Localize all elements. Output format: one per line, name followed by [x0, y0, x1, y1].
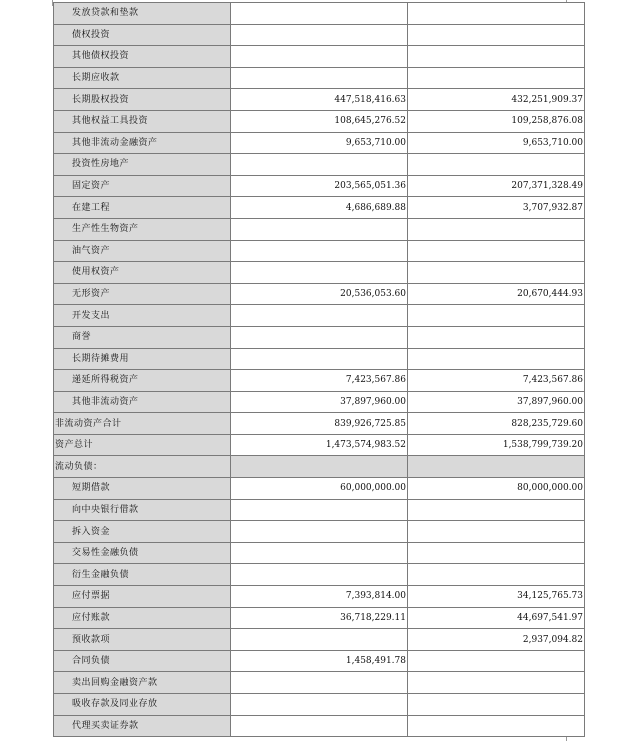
prior-period-value	[408, 499, 585, 521]
row-label: 开发支出	[54, 305, 231, 327]
table-row	[54, 391, 585, 413]
table-row	[54, 629, 585, 651]
current-period-value	[231, 348, 408, 370]
table-row	[54, 586, 585, 608]
prior-period-value: 109,258,876.08	[408, 110, 585, 132]
current-period-value	[231, 240, 408, 262]
prior-period-value: 34,125,765.73	[408, 586, 585, 608]
row-label: 合同负债	[54, 650, 231, 672]
row-label: 吸收存款及同业存放	[54, 694, 231, 716]
prior-period-value	[408, 67, 585, 89]
current-period-value: 60,000,000.00	[231, 478, 408, 500]
current-period-value: 1,473,574,983.52	[231, 434, 408, 456]
current-period-value	[231, 456, 408, 478]
prior-period-value: 432,251,909.37	[408, 89, 585, 111]
current-period-value	[231, 46, 408, 68]
row-label: 短期借款	[54, 478, 231, 500]
prior-period-value: 9,653,710.00	[408, 132, 585, 154]
row-label: 资产总计	[54, 434, 231, 456]
prior-period-value: 80,000,000.00	[408, 478, 585, 500]
prior-period-value	[408, 154, 585, 176]
table-row	[54, 283, 585, 305]
prior-period-value: 828,235,729.60	[408, 413, 585, 435]
table-row	[54, 650, 585, 672]
prior-period-value: 1,538,799,739.20	[408, 434, 585, 456]
table-row	[54, 154, 585, 176]
table-row	[54, 218, 585, 240]
current-period-value: 108,645,276.52	[231, 110, 408, 132]
table-row	[54, 478, 585, 500]
row-label: 其他非流动金融资产	[54, 132, 231, 154]
table-row	[54, 413, 585, 435]
row-label: 应付票据	[54, 586, 231, 608]
row-label: 投资性房地产	[54, 154, 231, 176]
table-row	[54, 694, 585, 716]
table-row	[54, 67, 585, 89]
row-label: 应付账款	[54, 607, 231, 629]
current-period-value	[231, 564, 408, 586]
prior-period-value	[408, 564, 585, 586]
table-row	[54, 46, 585, 68]
prior-period-value	[408, 694, 585, 716]
row-label: 交易性金融负债	[54, 542, 231, 564]
row-label: 代理买卖证券款	[54, 715, 231, 737]
prior-period-value: 44,697,541.97	[408, 607, 585, 629]
row-label: 使用权资产	[54, 262, 231, 284]
prior-period-value	[408, 262, 585, 284]
current-period-value: 9,653,710.00	[231, 132, 408, 154]
table-row	[54, 370, 585, 392]
table-row	[54, 348, 585, 370]
current-period-value	[231, 715, 408, 737]
current-period-value: 1,458,491.78	[231, 650, 408, 672]
row-label: 长期股权投资	[54, 89, 231, 111]
table-row	[54, 3, 585, 25]
current-period-value	[231, 262, 408, 284]
table-row	[54, 175, 585, 197]
row-label: 固定资产	[54, 175, 231, 197]
balance-sheet-body	[54, 3, 585, 737]
row-label: 发放贷款和垫款	[54, 3, 231, 25]
prior-period-value	[408, 305, 585, 327]
prior-period-value: 3,707,932.87	[408, 197, 585, 219]
row-label: 向中央银行借款	[54, 499, 231, 521]
row-label: 长期待摊费用	[54, 348, 231, 370]
table-row	[54, 240, 585, 262]
prior-period-value: 37,897,960.00	[408, 391, 585, 413]
table-row	[54, 672, 585, 694]
row-label: 生产性生物资产	[54, 218, 231, 240]
row-label: 其他债权投资	[54, 46, 231, 68]
row-label: 油气资产	[54, 240, 231, 262]
table-row	[54, 89, 585, 111]
current-period-value: 20,536,053.60	[231, 283, 408, 305]
row-label: 债权投资	[54, 24, 231, 46]
row-label: 预收款项	[54, 629, 231, 651]
current-period-value	[231, 629, 408, 651]
row-label: 拆入资金	[54, 521, 231, 543]
prior-period-value	[408, 218, 585, 240]
current-period-value	[231, 67, 408, 89]
row-label: 其他非流动资产	[54, 391, 231, 413]
row-label: 衍生金融负债	[54, 564, 231, 586]
table-row	[54, 305, 585, 327]
row-label: 卖出回购金融资产款	[54, 672, 231, 694]
current-period-value	[231, 542, 408, 564]
row-label: 流动负债：	[54, 456, 231, 478]
current-period-value: 7,423,567.86	[231, 370, 408, 392]
table-row	[54, 434, 585, 456]
current-period-value	[231, 218, 408, 240]
prior-period-value	[408, 240, 585, 262]
current-period-value: 839,926,725.85	[231, 413, 408, 435]
table-row	[54, 110, 585, 132]
prior-period-value	[408, 650, 585, 672]
prior-period-value	[408, 46, 585, 68]
current-period-value	[231, 326, 408, 348]
current-period-value: 4,686,689.88	[231, 197, 408, 219]
prior-period-value: 20,670,444.93	[408, 283, 585, 305]
current-period-value	[231, 499, 408, 521]
prior-period-value: 7,423,567.86	[408, 370, 585, 392]
row-label: 其他权益工具投资	[54, 110, 231, 132]
table-row	[54, 521, 585, 543]
current-period-value: 36,718,229.11	[231, 607, 408, 629]
current-period-value	[231, 154, 408, 176]
row-label: 无形资产	[54, 283, 231, 305]
table-row	[54, 24, 585, 46]
table-row	[54, 607, 585, 629]
current-period-value	[231, 305, 408, 327]
current-period-value	[231, 521, 408, 543]
table-row	[54, 197, 585, 219]
prior-period-value	[408, 348, 585, 370]
current-period-value: 37,897,960.00	[231, 391, 408, 413]
current-period-value: 7,393,814.00	[231, 586, 408, 608]
prior-period-value: 207,371,328.49	[408, 175, 585, 197]
table-row	[54, 715, 585, 737]
balance-sheet-table	[53, 2, 585, 737]
prior-period-value	[408, 542, 585, 564]
current-period-value	[231, 672, 408, 694]
table-row	[54, 456, 585, 478]
prior-period-value	[408, 24, 585, 46]
current-period-value: 447,518,416.63	[231, 89, 408, 111]
prior-period-value	[408, 456, 585, 478]
row-label: 长期应收款	[54, 67, 231, 89]
row-label: 商誉	[54, 326, 231, 348]
current-period-value	[231, 24, 408, 46]
row-label: 在建工程	[54, 197, 231, 219]
prior-period-value: 2,937,094.82	[408, 629, 585, 651]
row-label: 递延所得税资产	[54, 370, 231, 392]
table-row	[54, 542, 585, 564]
table-row	[54, 326, 585, 348]
prior-period-value	[408, 715, 585, 737]
prior-period-value	[408, 3, 585, 25]
table-row	[54, 262, 585, 284]
prior-period-value	[408, 672, 585, 694]
current-period-value: 203,565,051.36	[231, 175, 408, 197]
current-period-value	[231, 694, 408, 716]
table-row	[54, 132, 585, 154]
prior-period-value	[408, 326, 585, 348]
table-row	[54, 499, 585, 521]
table-row	[54, 564, 585, 586]
row-label: 非流动资产合计	[54, 413, 231, 435]
current-period-value	[231, 3, 408, 25]
page-corner-mark	[46, 0, 53, 6]
prior-period-value	[408, 521, 585, 543]
